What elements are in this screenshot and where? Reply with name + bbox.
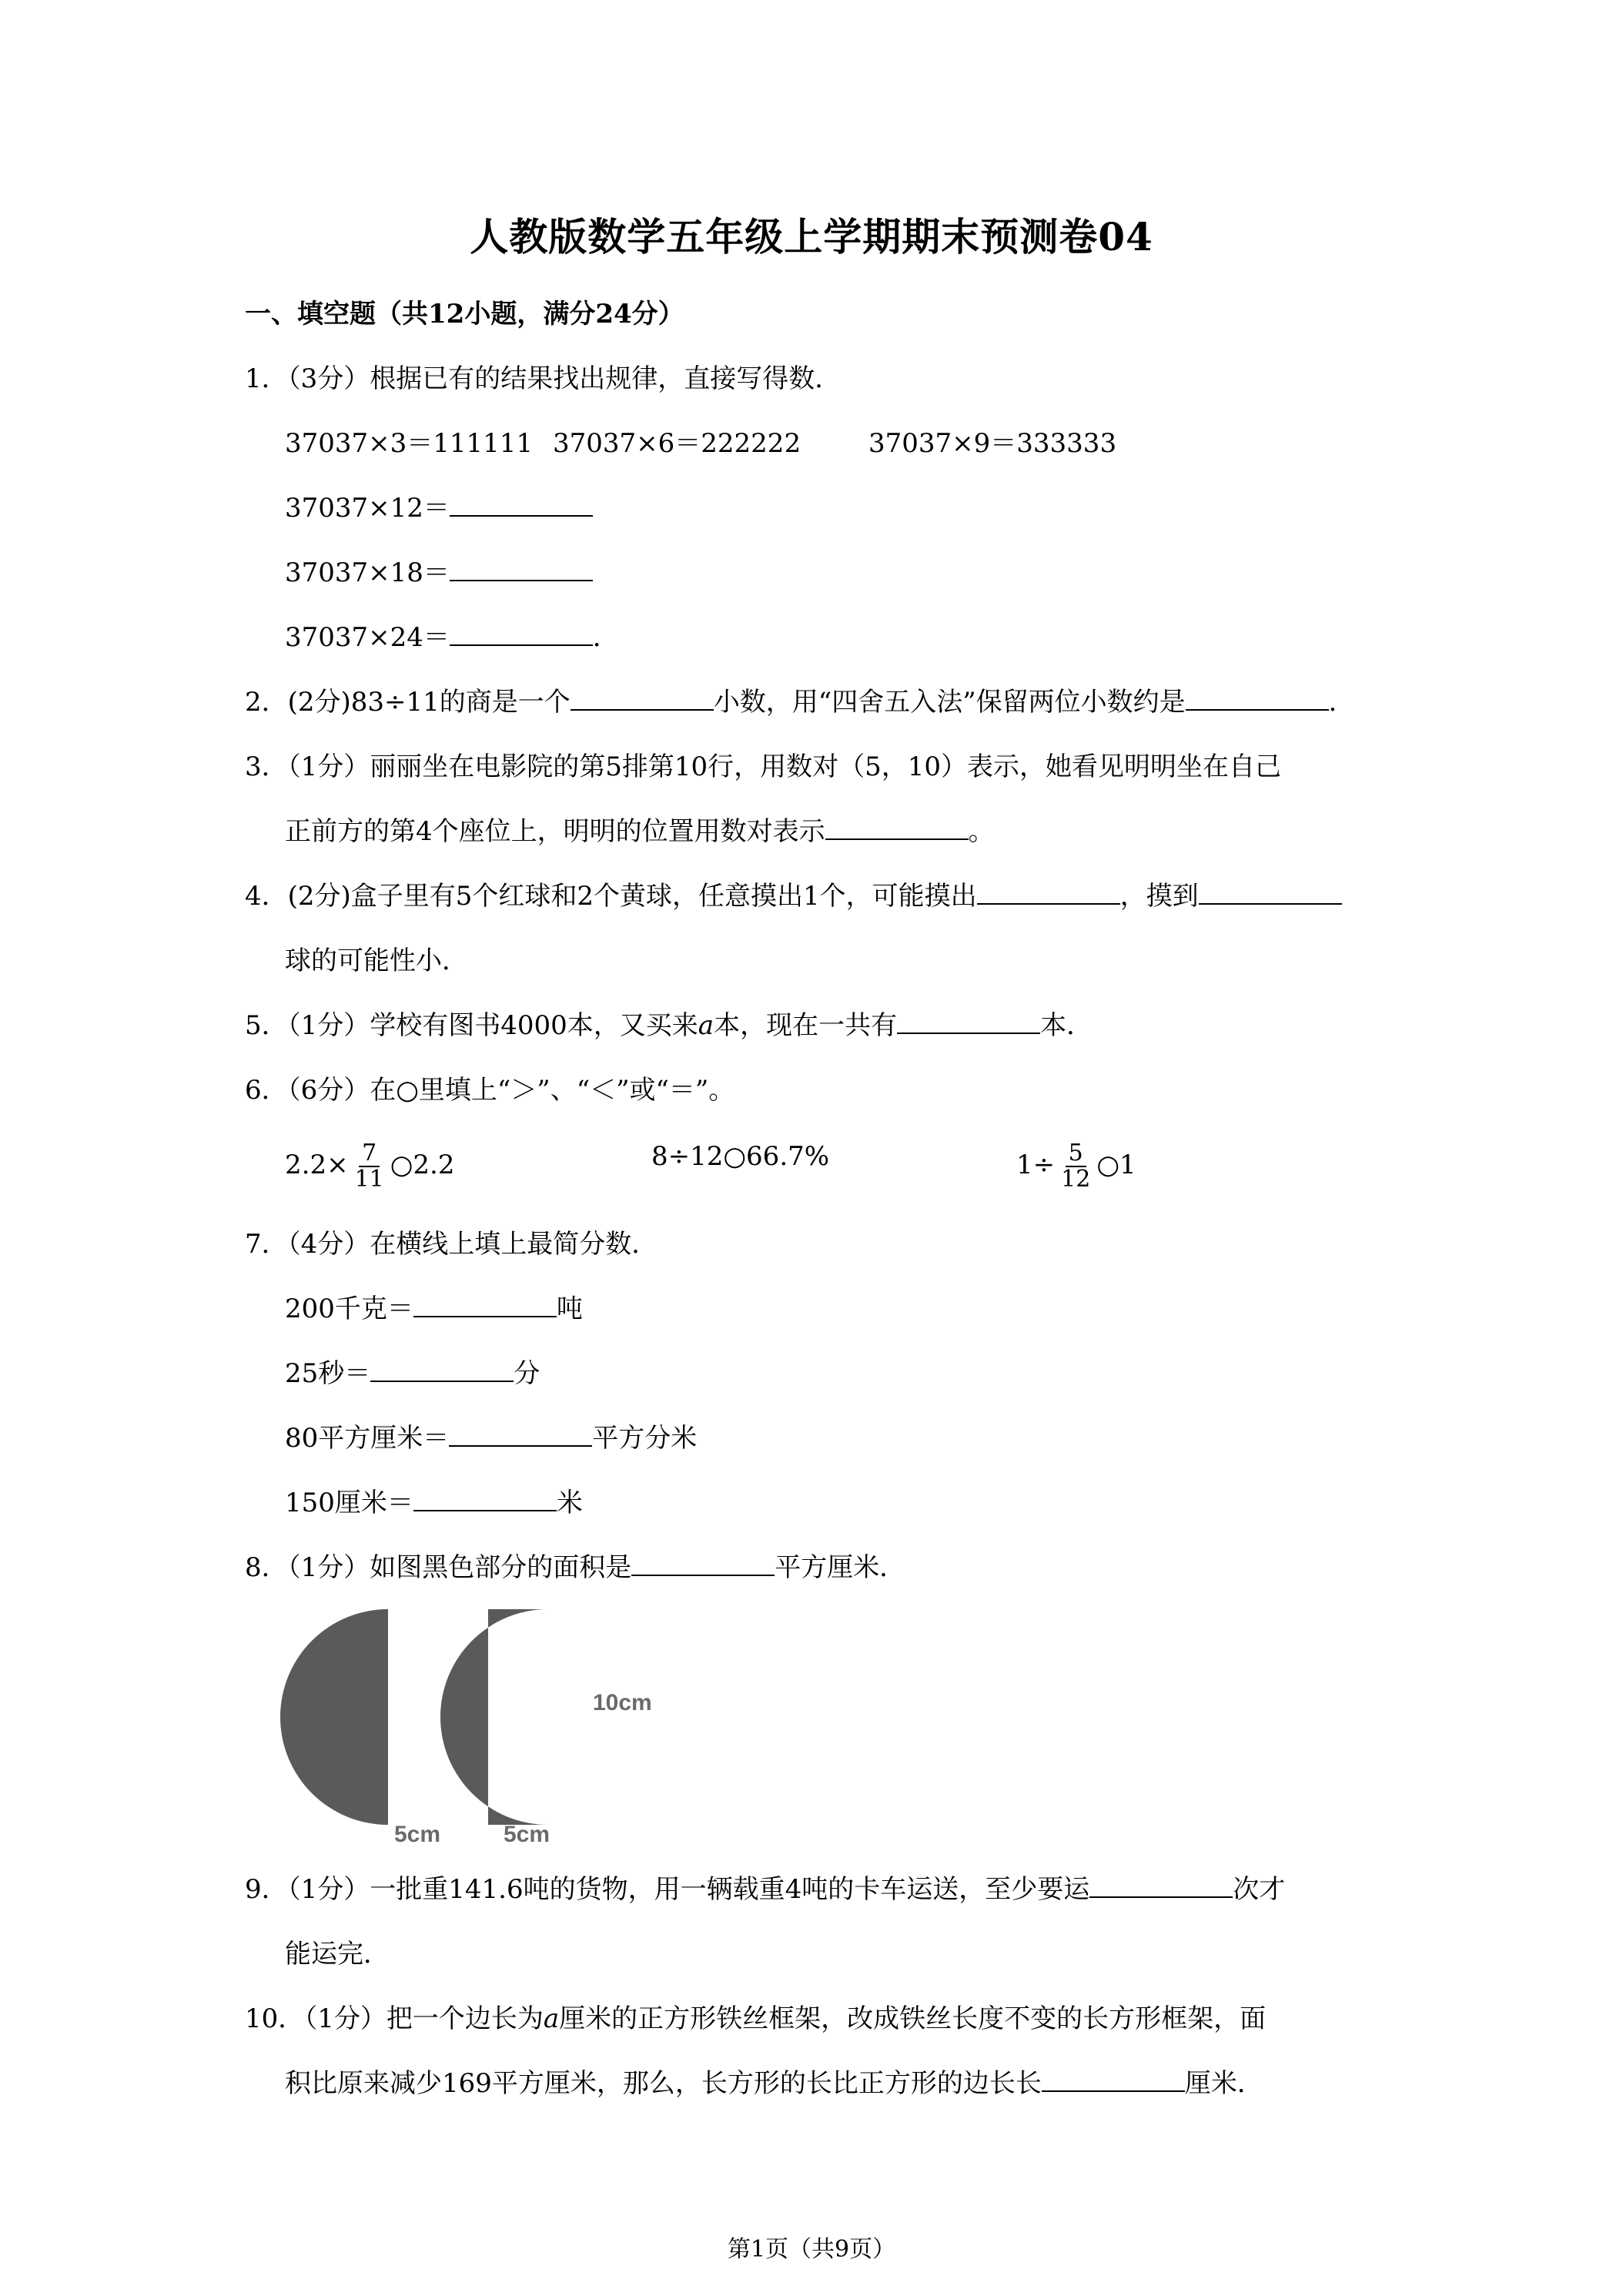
- q6-e3-numerator: 5: [1066, 1141, 1086, 1167]
- q6-e3-denominator: 12: [1061, 1166, 1091, 1193]
- q7-d-unit: 米: [556, 1488, 583, 1518]
- q1-c-blank[interactable]: [450, 621, 593, 646]
- q6-expr-3: [1016, 1141, 1136, 1192]
- q10-pre: 10．（1分）把一个边长为: [245, 2003, 544, 2034]
- q2-mid: 小数，用“四舍五入法”保留两位小数约是: [713, 687, 1186, 718]
- q2-blank-1[interactable]: [571, 686, 714, 711]
- q7-c-pre: 80平方厘米＝: [285, 1423, 450, 1454]
- label-5cm-right: 5cm: [504, 1822, 550, 1847]
- q1-c-text: 37037×24＝: [285, 622, 450, 653]
- q10-line-1: [245, 2002, 1266, 2036]
- q9-blank[interactable]: [1089, 1873, 1233, 1898]
- q3-blank[interactable]: [825, 815, 969, 840]
- q2-end: ．: [1328, 687, 1355, 718]
- q6-e1-fraction: [352, 1141, 387, 1192]
- q2-line: [245, 685, 1355, 719]
- q1-item-c: [285, 621, 619, 654]
- q6-expr-1: [285, 1141, 455, 1192]
- q8-blank[interactable]: [631, 1551, 775, 1576]
- q1-given-2: 37037×6＝222222: [553, 428, 801, 459]
- q7-a-pre: 200千克＝: [285, 1294, 413, 1324]
- q5-var: a: [698, 1010, 714, 1041]
- q9-pre: 9．（1分）一批重141.6吨的货物，用一辆载重4吨的卡车运送，至少要运: [245, 1874, 1090, 1905]
- q10-var: a: [543, 2003, 560, 2034]
- q1-stem: 1．（3分）根据已有的结果找出规律，直接写得数．: [245, 363, 842, 394]
- q5-mid: 本，现在一共有: [714, 1010, 898, 1041]
- q7-b-pre: 25秒＝: [285, 1358, 371, 1389]
- q6-e1-post: ○2.2: [390, 1150, 455, 1180]
- q4-line-1: [245, 879, 1342, 913]
- half-circle-shape: [280, 1609, 388, 1825]
- label-5cm-left: 5cm: [394, 1822, 441, 1847]
- q1-a-text: 37037×12＝: [285, 493, 450, 524]
- q7-item-d: [285, 1486, 583, 1520]
- q7-d-pre: 150厘米＝: [285, 1488, 413, 1518]
- q4-blank-2[interactable]: [1199, 880, 1342, 905]
- q1-b-text: 37037×18＝: [285, 557, 450, 588]
- q10-line2-pre: 积比原来减少169平方厘米，那么，长方形的长比正方形的边长长: [285, 2068, 1042, 2099]
- q10-line-2: [285, 2067, 1263, 2100]
- q8-pre: 8．（1分）如图黑色部分的面积是: [245, 1552, 632, 1583]
- q1-item-a: [285, 491, 593, 525]
- q4-mid: ，摸到: [1119, 881, 1199, 912]
- q1-a-blank[interactable]: [450, 492, 593, 517]
- q1-given-1: 37037×3＝111111: [285, 428, 534, 459]
- label-10cm: 10cm: [593, 1690, 652, 1715]
- q7-item-b: [285, 1357, 540, 1391]
- q6-expr-2: 8÷12○66.7%: [651, 1141, 830, 1172]
- q5-line: [245, 1009, 1093, 1043]
- q6-e3-pre: 1÷: [1016, 1150, 1056, 1180]
- q7-b-blank[interactable]: [370, 1357, 514, 1382]
- q1-b-blank[interactable]: [450, 557, 593, 581]
- q1-item-b: [285, 556, 593, 590]
- q3-line2-pre: 正前方的第4个座位上，明明的位置用数对表示: [285, 816, 825, 847]
- q10-blank[interactable]: [1042, 2067, 1185, 2092]
- q9-line-2: 能运完．: [285, 1939, 390, 1970]
- q5-pre: 5．（1分）学校有图书4000本，又买来: [245, 1010, 698, 1041]
- q9-end: 次才: [1233, 1874, 1286, 1905]
- q10-post: 厘米的正方形铁丝框架，改成铁丝长度不变的长方形框架，面: [559, 2003, 1267, 2034]
- q4-line-2: 球的可能性小．: [285, 946, 468, 976]
- q7-stem: 7．（4分）在横线上填上最简分数．: [245, 1229, 658, 1260]
- q8-figure: [280, 1609, 711, 1848]
- square-cutout-shape: [440, 1609, 548, 1825]
- q7-b-unit: 分: [514, 1358, 540, 1389]
- q6-e3-post: ○1: [1096, 1150, 1136, 1180]
- q2-blank-2[interactable]: [1186, 686, 1329, 711]
- q7-d-blank[interactable]: [413, 1487, 557, 1511]
- section-heading: 一、填空题（共12小题，满分24分）: [245, 299, 684, 330]
- q3-line2-end: 。: [968, 816, 995, 847]
- q6-e3-fraction: [1058, 1141, 1093, 1192]
- q7-item-c: [285, 1421, 697, 1455]
- q4-pre: 4．(2分)盒子里有5个红球和2个黄球，任意摸出1个，可能摸出: [245, 881, 977, 912]
- page-footer: 第1页（共9页）: [727, 2236, 896, 2263]
- q7-a-blank[interactable]: [413, 1293, 557, 1317]
- q3-line-2: [285, 815, 995, 848]
- q2-pre: 2．(2分)83÷11的商是一个: [245, 687, 571, 718]
- q6-e1-pre: 2.2×: [285, 1150, 349, 1180]
- q8-end: 平方厘米．: [775, 1552, 906, 1583]
- q7-c-unit: 平方分米: [592, 1423, 698, 1454]
- page-title: 人教版数学五年级上学期期末预测卷04: [470, 214, 1153, 259]
- q4-blank-1[interactable]: [977, 880, 1120, 905]
- q10-line2-end: 厘米．: [1184, 2068, 1263, 2099]
- q7-a-unit: 吨: [556, 1294, 583, 1324]
- q1-given-3: 37037×9＝333333: [868, 428, 1117, 459]
- q7-c-blank[interactable]: [449, 1422, 592, 1447]
- q7-item-a: [285, 1292, 583, 1326]
- q6-stem: 6．（6分）在○里填上“＞”、“＜”或“＝”。: [245, 1075, 735, 1106]
- q5-blank[interactable]: [897, 1009, 1040, 1034]
- q3-line-1: 3．（1分）丽丽坐在电影院的第5排第10行，用数对（5，10）表示，她看见明明坐在自己: [245, 751, 1282, 782]
- q5-end: 本．: [1040, 1010, 1093, 1041]
- q6-e1-denominator: 11: [354, 1166, 384, 1193]
- q1-c-end: ．: [592, 622, 619, 653]
- q6-e1-numerator: 7: [359, 1141, 380, 1167]
- q8-line: [245, 1551, 905, 1585]
- q9-line-1: [245, 1873, 1285, 1906]
